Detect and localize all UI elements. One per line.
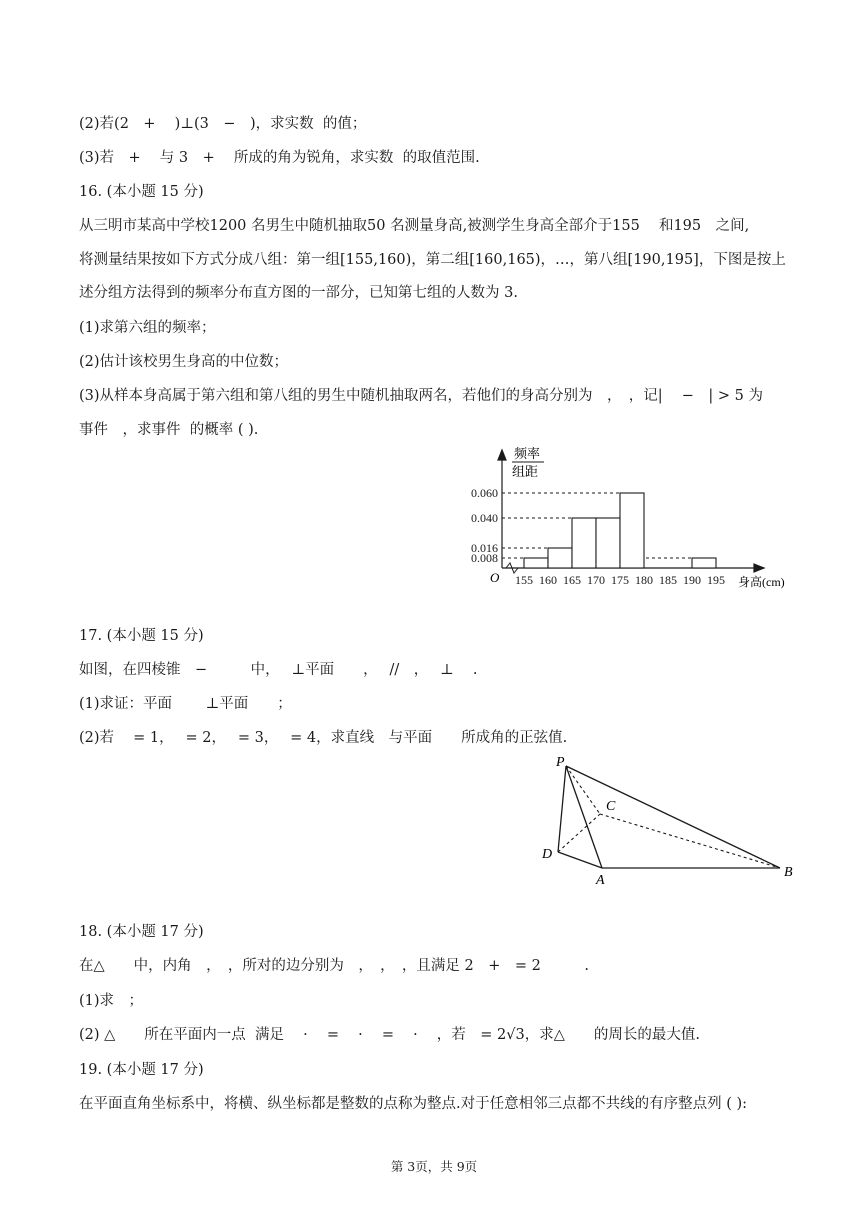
chart-ylabel-bottom: 组距 <box>512 464 539 479</box>
chart-x-tick-label: 165 <box>563 573 581 587</box>
chart-x-tick-label: 160 <box>539 573 557 587</box>
chart-y-tick-label: 0.040 <box>471 511 498 525</box>
q18-part1: (1)求 ； <box>79 993 144 1009</box>
q16-part1: (1)求第六组的频率； <box>79 320 216 336</box>
chart-origin-label: O <box>490 570 500 585</box>
q16-heading: 16. (本小题 15 分) <box>79 184 204 200</box>
q18-part2: (2) △ 所在平面内一点 满足 · = · = · ，若 = 2√3，求△ 的周长的最大值. <box>79 1027 701 1043</box>
vertex-label-c: C <box>606 799 616 814</box>
q16-stem-line1: 从三明市某高中学校1200 名男生中随机抽取50 名测量身高,被测学生身高全部介于155 和195 之间, <box>79 218 750 234</box>
q15-part3: (3)若 + 与 3 + 所成的角为锐角，求实数 的取值范围. <box>79 150 480 166</box>
chart-xlabel: 身高(cm) <box>738 575 785 589</box>
vertex-label-b: B <box>784 865 793 880</box>
chart-bar <box>524 558 548 568</box>
q16-part2: (2)估计该校男生身高的中位数； <box>79 354 289 370</box>
chart-x-tick-label: 195 <box>707 573 725 587</box>
edge-pb <box>566 766 780 868</box>
chart-bar <box>572 518 596 568</box>
pyramid-figure <box>530 748 810 888</box>
chart-bar <box>548 548 572 568</box>
chart-y-tick-label: 0.008 <box>471 551 498 565</box>
chart-y-tick-label: 0.016 <box>471 541 498 555</box>
q17-part2: (2)若 = 1， = 2， = 3， = 4，求直线 与平面 所成角的正弦值. <box>79 730 568 746</box>
q17-heading: 17. (本小题 15 分) <box>79 628 204 644</box>
chart-x-tick-label: 175 <box>611 573 629 587</box>
q15-part2: (2)若(2 + )⊥(3 − )，求实数 的值； <box>79 116 367 132</box>
chart-bar <box>596 518 620 568</box>
chart-bar <box>620 493 644 568</box>
chart-x-tick-label: 180 <box>635 573 653 587</box>
chart-x-tick-label: 190 <box>683 573 701 587</box>
chart-x-tick-label: 185 <box>659 573 677 587</box>
q17-part1: (1)求证：平面 ⊥平面 ； <box>79 696 292 712</box>
vertex-label-a: A <box>596 873 605 888</box>
edge-cb <box>600 814 780 868</box>
q16-stem-line3: 述分组方法得到的频率分布直方图的一部分，已知第七组的人数为 3. <box>79 285 518 301</box>
q17-stem: 如图，在四棱锥 − 中， ⊥平面 ， // ， ⊥ . <box>79 662 478 678</box>
q16-part3-line1: (3)从样本身高属于第六组和第八组的男生中随机抽取两名，若他们的身高分别为 ， ，记| − | > 5 为 <box>79 388 764 404</box>
q18-stem: 在△ 中，内角 ， ，所对的边分别为 ， ， ，且满足 2 + = 2 . <box>79 958 589 974</box>
vertex-label-p: P <box>556 755 565 770</box>
q19-stem: 在平面直角坐标系中，将横、纵坐标都是整数的点称为整点.对于任意相邻三点都不共线的有序整点列 ( ): <box>79 1096 748 1112</box>
chart-bar <box>692 558 716 568</box>
vertex-label-d: D <box>542 847 553 862</box>
chart-x-tick-label: 155 <box>515 573 533 587</box>
edge-da <box>558 852 602 868</box>
chart-ylabel-top: 频率 <box>514 446 541 461</box>
q16-part3-line2: 事件 ，求事件 的概率 ( ). <box>79 422 259 438</box>
edge-pc <box>566 766 600 814</box>
chart-y-tick-label: 0.060 <box>471 486 498 500</box>
q16-stem-line2: 将测量结果按如下方式分成八组：第一组[155,160)，第二组[160,165)，…，第八组[190,195]，下图是按上 <box>79 252 786 268</box>
page-footer: 第 3页，共 9页 <box>390 1159 478 1174</box>
edge-pd <box>558 766 566 852</box>
q18-heading: 18. (本小题 17 分) <box>79 924 204 940</box>
chart-x-tick-label: 170 <box>587 573 605 587</box>
q19-heading: 19. (本小题 17 分) <box>79 1062 204 1078</box>
histogram-chart <box>440 440 812 600</box>
